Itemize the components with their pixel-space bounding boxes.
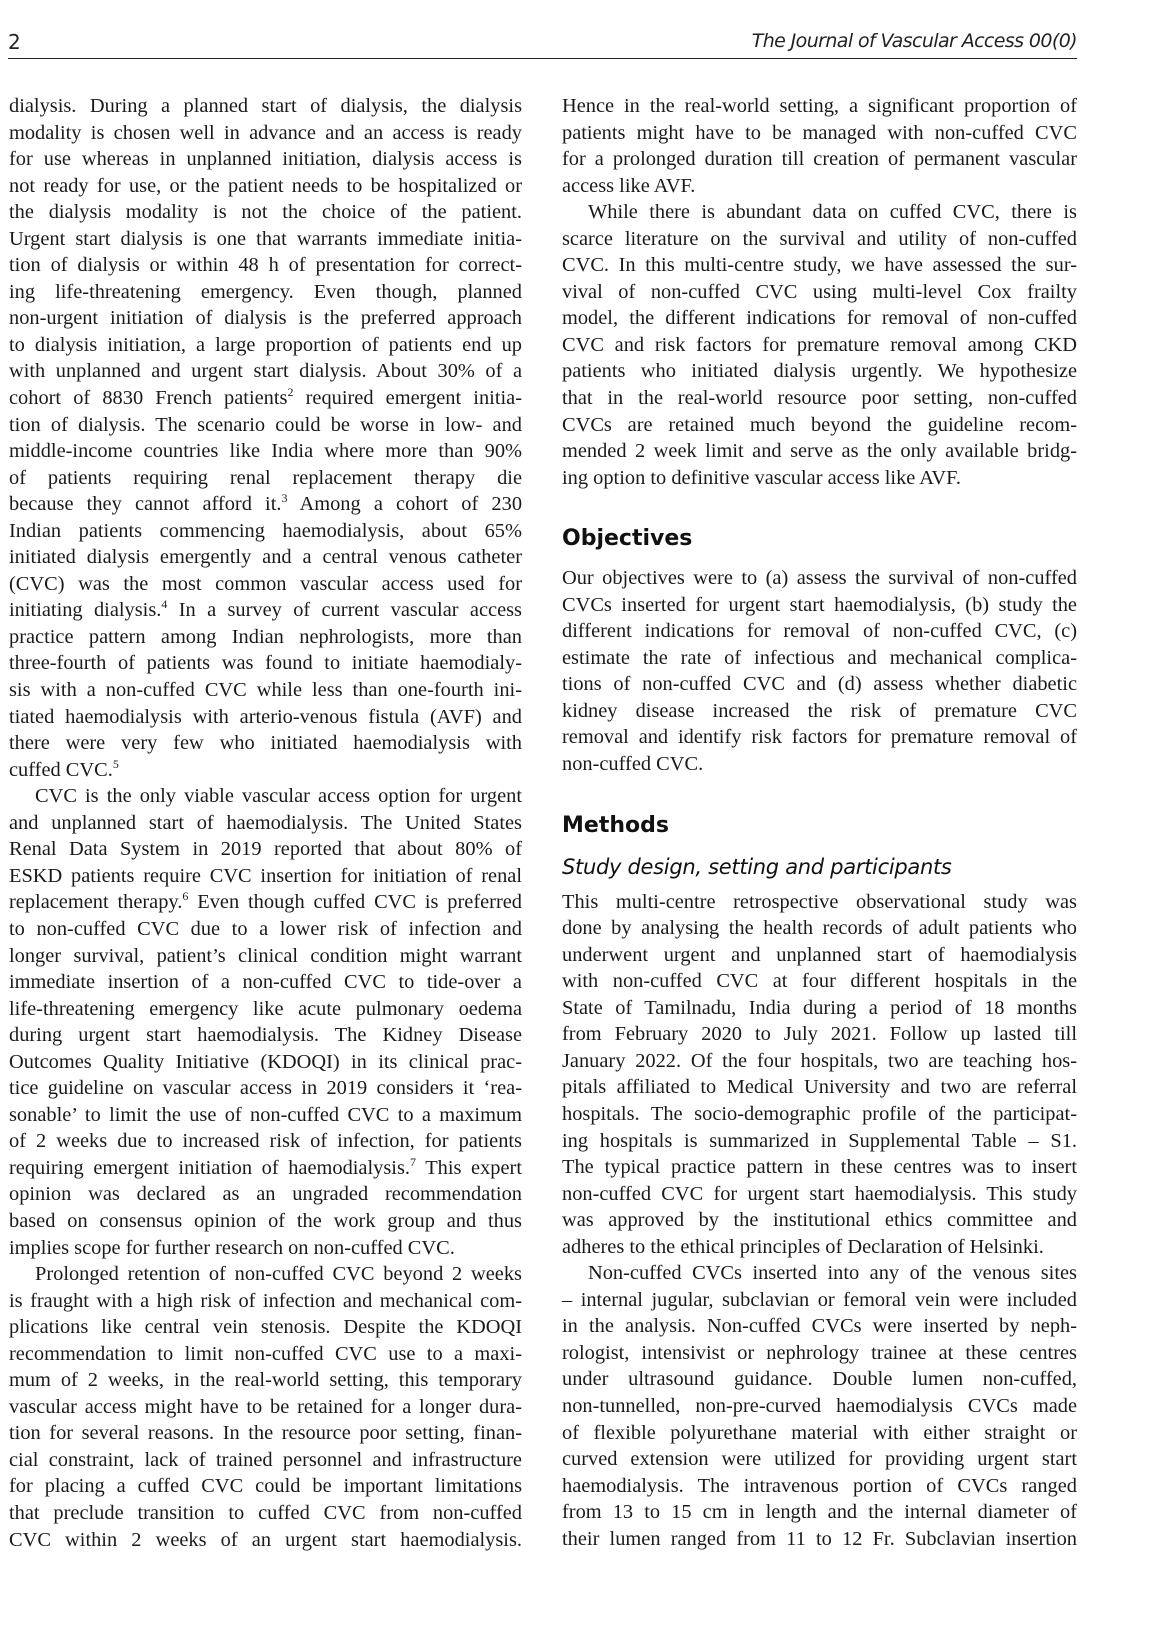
text-line: during urgent start haemodialysis. The Kidney Disease xyxy=(9,1024,522,1047)
text-line: of 2 weeks due to increased risk of infection, for patients xyxy=(9,1130,522,1153)
text-line: non-urgent initiation of dialysis is the preferred approach xyxy=(9,307,522,330)
text-line: with unplanned and urgent start dialysis. About 30% of a xyxy=(9,360,522,383)
text-line: of flexible polyurethane material with either straight or xyxy=(562,1421,1077,1444)
text-line: to dialysis initiation, a large proportion of patients end up xyxy=(9,333,522,356)
text-line: sis with a non-cuffed CVC while less than one-fourth ini- xyxy=(9,679,522,702)
text-line: that preclude transition to cuffed CVC from non-cuffed xyxy=(9,1501,522,1524)
text-line: recommendation to limit non-cuffed CVC use to a maxi- xyxy=(9,1342,522,1365)
text-line: vival of non-cuffed CVC using multi-level Cox frailty xyxy=(562,280,1077,303)
text-line: mended 2 week limit and serve as the only available bridg- xyxy=(562,440,1077,463)
text-line: immediate insertion of a non-cuffed CVC to tide-over a xyxy=(9,971,522,994)
text-line: modality is chosen well in advance and an access is ready xyxy=(9,121,522,144)
text-line: haemodialysis. The intravenous portion of CVCs ranged xyxy=(562,1474,1077,1497)
objectives-paragraph xyxy=(562,565,1077,777)
text-line: Hence in the real-world setting, a significant proportion of xyxy=(562,95,1077,117)
text-line: based on consensus opinion of the work group and thus xyxy=(9,1209,522,1232)
text-line: that in the real-world resource poor setting, non-cuffed xyxy=(562,387,1077,410)
text-line: hospitals. The socio-demographic profile of the participat- xyxy=(562,1102,1077,1125)
text-line: ing hospitals is summarized in Supplemental Table – S1. xyxy=(562,1129,1077,1152)
left-column xyxy=(9,93,522,1553)
text-line: non-tunnelled, non-pre-curved haemodialysis CVCs made xyxy=(562,1394,1077,1417)
text-line: estimate the rate of infectious and mechanical complica- xyxy=(562,646,1077,669)
text-line: adheres to the ethical principles of Declaration of Helsinki. xyxy=(562,1235,1044,1258)
text-line: replacement therapy.$^6$ Even though cuffed CVC is preferred xyxy=(9,889,523,914)
text-line: – internal jugular, subclavian or femoral vein were included xyxy=(562,1288,1077,1311)
text-line: mum of 2 weeks, in the real-world setting, this temporary xyxy=(9,1369,522,1392)
text-line: While there is abundant data on cuffed CVC, there is xyxy=(588,201,1077,224)
text-line: implies scope for further research on non-cuffed CVC. xyxy=(9,1236,455,1259)
text-line: done by analysing the health records of adult patients who xyxy=(562,917,1077,940)
paragraph xyxy=(562,199,1077,491)
text-line: tion of dialysis. The scenario could be worse in low- and xyxy=(9,413,522,436)
text-line: different indications for removal of non-cuffed CVC, (c) xyxy=(562,620,1077,643)
paragraph xyxy=(9,783,522,1261)
text-line: of patients requiring renal replacement therapy die xyxy=(9,466,522,489)
text-line: was approved by the institutional ethics committee and xyxy=(562,1209,1077,1232)
text-line: sonable’ to limit the use of non-cuffed CVC to a maximum xyxy=(9,1103,522,1126)
text-line: tion for several reasons. In the resource poor setting, finan- xyxy=(9,1422,522,1445)
running-header xyxy=(8,28,1077,59)
text-line: Urgent start dialysis is one that warrants immediate initia- xyxy=(9,227,522,250)
text-line: vascular access might have to be retained for a longer dura- xyxy=(9,1395,522,1418)
text-line: under ultrasound guidance. Double lumen non-cuffed, xyxy=(562,1368,1077,1391)
text-line: Indian patients commencing haemodialysis, about 65% xyxy=(9,519,522,542)
text-line: opinion was declared as an ungraded recommendation xyxy=(9,1183,522,1206)
text-line: to non-cuffed CVC due to a lower risk of infection and xyxy=(9,917,522,940)
paragraph xyxy=(562,1260,1077,1552)
text-line: tiated haemodialysis with arterio-venous fistula (AVF) and xyxy=(9,705,522,728)
text-line: access like AVF. xyxy=(562,174,696,197)
section-heading-methods: Methods xyxy=(562,812,669,838)
text-line: State of Tamilnadu, India during a period of 18 months xyxy=(562,996,1077,1019)
text-line: tions of non-cuffed CVC and (d) assess whether diabetic xyxy=(562,673,1077,696)
text-line: from February 2020 to July 2021. Follow up lasted till xyxy=(562,1023,1077,1046)
text-line: underwent urgent and unplanned start of haemodialysis xyxy=(562,943,1077,966)
text-line: in the analysis. Non-cuffed CVCs were inserted by neph- xyxy=(562,1315,1077,1338)
text-line: Non-cuffed CVCs inserted into any of the venous sites xyxy=(588,1262,1077,1285)
text-line: their lumen ranged from 11 to 12 Fr. Subclavian insertion xyxy=(562,1527,1077,1550)
text-line: This multi-centre retrospective observational study was xyxy=(562,890,1077,913)
text-line: and unplanned start of haemodialysis. The United States xyxy=(9,811,522,834)
text-line: requiring emergent initiation of haemodialysis.$^7$ This expert xyxy=(9,1154,522,1179)
text-line: CVC within 2 weeks of an urgent start haemodialysis. xyxy=(9,1528,522,1551)
text-line: for use whereas in unplanned initiation, dialysis access is xyxy=(9,148,522,171)
text-line: with non-cuffed CVC at four different hospitals in the xyxy=(562,970,1077,993)
text-line: tice guideline on vascular access in 2019 considers it ‘rea- xyxy=(9,1077,522,1100)
text-line: curved extension were utilized for providing urgent start xyxy=(562,1448,1077,1471)
text-line: Outcomes Quality Initiative (KDOQI) in its clinical prac- xyxy=(9,1050,522,1073)
citation-superscript: 6 xyxy=(182,889,189,904)
text-line: there were very few who initiated haemodialysis with xyxy=(9,732,522,755)
text-line: is fraught with a high risk of infection and mechanical com- xyxy=(9,1289,522,1312)
text-line: for a prolonged duration till creation of permanent vascular xyxy=(562,148,1077,171)
text-line: non-cuffed CVC for urgent start haemodialysis. This study xyxy=(562,1182,1077,1205)
methods-paragraphs xyxy=(562,889,1077,1553)
text-line: ESKD patients require CVC insertion for initiation of renal xyxy=(9,864,522,887)
paragraph xyxy=(562,565,1077,777)
text-line: January 2022. Of the four hospitals, two are teaching hos- xyxy=(562,1049,1077,1072)
text-line: kidney disease increased the risk of premature CVC xyxy=(562,699,1077,722)
text-line: removal and identify risk factors for premature removal of xyxy=(562,726,1077,749)
text-line: life-threatening emergency like acute pulmonary oedema xyxy=(9,997,522,1020)
citation-superscript: 4 xyxy=(161,597,168,612)
text-line: Our objectives were to (a) assess the survival of non-cuffed xyxy=(562,567,1077,590)
text-line: practice pattern among Indian nephrologists, more than xyxy=(9,625,522,648)
text-line: model, the different indications for removal of non-cuffed xyxy=(562,307,1077,330)
page-number: 2 xyxy=(8,30,21,54)
text-line: patients might have to be managed with non-cuffed CVC xyxy=(562,121,1077,144)
paragraph xyxy=(9,1261,522,1553)
text-line: patients who initiated dialysis urgently. We hypothesize xyxy=(562,360,1077,383)
section-heading-objectives: Objectives xyxy=(562,526,693,552)
text-line: not ready for use, or the patient needs to be hospitalized or xyxy=(9,174,522,197)
text-line: CVC. In this multi-centre study, we have assessed the sur- xyxy=(562,254,1077,277)
text-line: cial constraint, lack of trained personnel and infrastructure xyxy=(9,1448,522,1471)
text-line: scarce literature on the survival and utility of non-cuffed xyxy=(562,227,1077,250)
journal-title: The Journal of Vascular Access 00(0) xyxy=(751,30,1077,52)
right-column xyxy=(562,93,1077,1552)
text-line: (CVC) was the most common vascular access used for xyxy=(9,572,522,595)
text-line: plications like central vein stenosis. Despite the KDOQI xyxy=(9,1316,522,1339)
text-line: rologist, intensivist or nephrology trainee at these centres xyxy=(562,1341,1077,1364)
citation-superscript: 7 xyxy=(409,1154,416,1169)
text-line: tion of dialysis or within 48 h of presentation for correct- xyxy=(9,254,522,277)
text-line: initiated dialysis emergently and a central venous catheter xyxy=(9,546,522,569)
subsection-heading-study-design: Study design, setting and participants xyxy=(562,854,952,879)
text-line: cohort of 8830 French patients$^2$ required emergent initia- xyxy=(9,385,523,410)
text-line: middle-income countries like India where more than 90% xyxy=(9,440,522,463)
text-line: The typical practice pattern in these centres was to insert xyxy=(562,1156,1077,1179)
text-line: for placing a cuffed CVC could be important limitations xyxy=(9,1475,522,1498)
text-line: non-cuffed CVC. xyxy=(562,753,704,776)
text-line: cuffed CVC.$^5$ xyxy=(9,756,119,781)
text-line: CVC is the only viable vascular access option for urgent xyxy=(35,785,522,808)
text-line: CVCs inserted for urgent start haemodialysis, (b) study the xyxy=(562,593,1077,616)
introduction-continued xyxy=(562,93,1077,491)
paragraph xyxy=(562,93,1077,199)
text-line: ing option to definitive vascular access like AVF. xyxy=(562,466,961,489)
text-line: dialysis. During a planned start of dialysis, the dialysis xyxy=(9,95,522,117)
text-line: CVCs are retained much beyond the guideline recom- xyxy=(562,413,1077,436)
text-line: initiating dialysis.$^4$ In a survey of current vascular access xyxy=(9,597,522,622)
text-line: longer survival, patient’s clinical condition might warrant xyxy=(9,944,522,967)
text-line: the dialysis modality is not the choice of the patient. xyxy=(9,201,522,224)
text-line: from 13 to 15 cm in length and the internal diameter of xyxy=(562,1501,1077,1524)
text-line: pitals affiliated to Medical University and two are referral xyxy=(562,1076,1077,1099)
text-line: Renal Data System in 2019 reported that about 80% of xyxy=(9,838,522,861)
citation-superscript: 3 xyxy=(281,491,288,506)
text-line: Prolonged retention of non-cuffed CVC beyond 2 weeks xyxy=(35,1263,522,1286)
paragraph xyxy=(9,93,522,783)
text-line: because they cannot afford it.$^3$ Among a cohort of 230 xyxy=(9,491,523,516)
paragraph xyxy=(562,889,1077,1261)
text-line: ing life-threatening emergency. Even though, planned xyxy=(9,280,522,303)
text-line: three-fourth of patients was found to initiate haemodialy- xyxy=(9,652,522,675)
text-line: CVC and risk factors for premature removal among CKD xyxy=(562,333,1077,356)
citation-superscript: 5 xyxy=(112,756,119,771)
citation-superscript: 2 xyxy=(287,385,294,400)
